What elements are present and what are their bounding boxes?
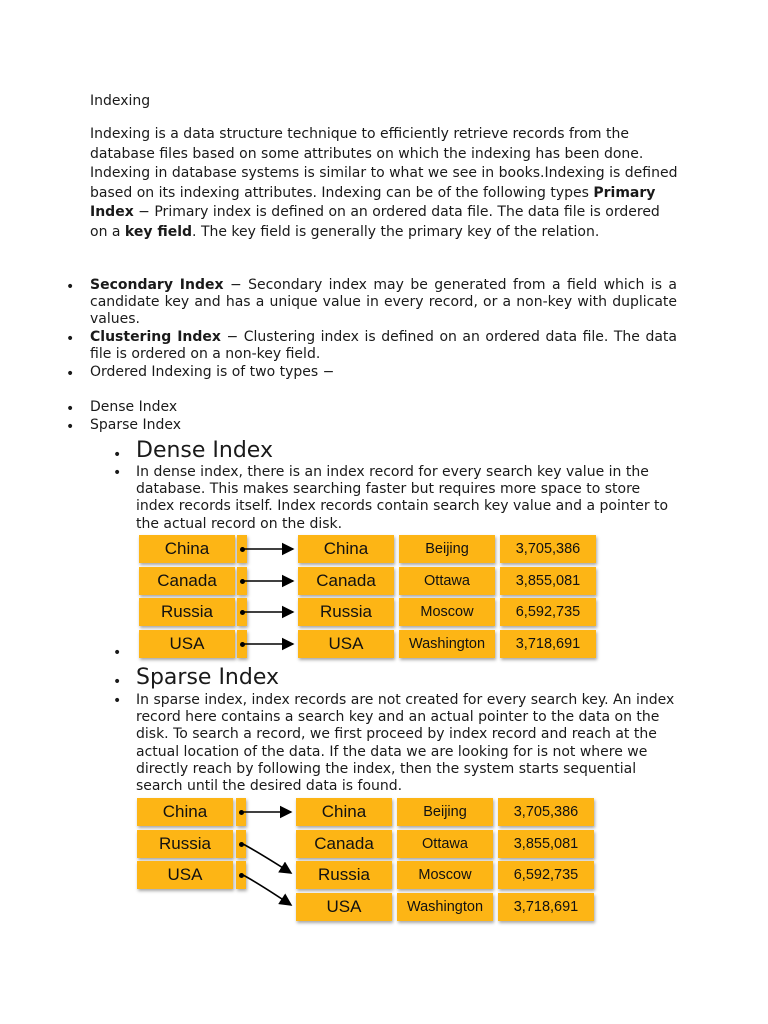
record-key-cell: Canada: [298, 567, 394, 595]
record-key-cell: China: [298, 535, 394, 563]
record-capital-cell: Washington: [397, 893, 493, 921]
bullet-icon: •: [66, 419, 75, 435]
bullet-icon: •: [113, 674, 122, 690]
secondary-index-text: − Secondary index may be generated from a field which is a candidate key and has a unique value in every record, or a non-key with duplicate values.: [90, 277, 677, 328]
bullet-icon: •: [66, 331, 75, 347]
record-population-cell: 3,705,386: [500, 535, 596, 563]
record-capital-cell: Ottawa: [399, 567, 495, 595]
primary-index-term: Primary Index: [90, 184, 656, 221]
record-capital-cell: Washington: [399, 630, 495, 658]
record-key-cell: China: [296, 798, 392, 826]
pointer-arrow: [243, 875, 291, 905]
record-population-cell: 6,592,735: [498, 861, 594, 889]
index-key-cell: Russia: [139, 598, 235, 626]
record-capital-cell: Moscow: [399, 598, 495, 626]
bullet-icon: •: [66, 366, 75, 382]
page-title: Indexing: [90, 93, 151, 109]
key-field-term: key field: [124, 223, 193, 240]
record-key-cell: USA: [296, 893, 392, 921]
record-capital-cell: Ottawa: [397, 830, 493, 858]
secondary-index-term: Secondary Index: [90, 277, 224, 293]
record-population-cell: 3,718,691: [500, 630, 596, 658]
bullet-icon: •: [113, 645, 122, 661]
dense-index-item: Dense Index: [90, 399, 178, 415]
record-population-cell: 6,592,735: [500, 598, 596, 626]
record-key-cell: Russia: [296, 861, 392, 889]
index-key-cell: Canada: [139, 567, 235, 595]
index-key-cell: USA: [139, 630, 235, 658]
bullet-icon: •: [66, 401, 75, 417]
record-capital-cell: Beijing: [399, 535, 495, 563]
dense-index-heading: Dense Index: [136, 438, 273, 463]
primary-index-text-2: . The key field is generally the primary key of the relation.: [192, 223, 600, 240]
primary-index-text-1: − Primary index is defined on an ordered data file. The data file is ordered on a: [90, 204, 660, 240]
record-key-cell: USA: [298, 630, 394, 658]
index-key-cell: China: [139, 535, 235, 563]
record-key-cell: Canada: [296, 830, 392, 858]
ordered-indexing-item: Ordered Indexing is of two types −: [90, 364, 335, 380]
bullet-icon: •: [113, 465, 122, 481]
index-key-cell: China: [137, 798, 233, 826]
clustering-index-term: Clustering Index: [90, 329, 221, 345]
sparse-index-item: Sparse Index: [90, 417, 182, 433]
sparse-index-description: In sparse index, index records are not created for every search key. An index record here contains a search key and an actual pointer to the data on the disk. To search a record, we first proceed by index record and reach at the actual location of the data. If the data we are looking for is not where we directly reach by following the index, then the system starts sequential search until the desired data is found.: [136, 692, 675, 795]
dense-index-description: In dense index, there is an index record for every search key value in the database. This makes searching faster but requires more space to store index records itself. Index records contain search key value and a pointer to the actual record on the disk.: [136, 464, 669, 532]
record-population-cell: 3,705,386: [498, 798, 594, 826]
bullet-icon: •: [66, 279, 75, 295]
bullet-icon: •: [113, 693, 122, 709]
intro-text: Indexing is a data structure technique to efficiently retrieve records from the database files based on some attributes on which the indexing has been done. Indexing in database systems is similar to what we see in books.Indexing is defined based on its indexing attributes. Indexing can be of the following types: [90, 126, 678, 201]
sparse-index-heading: Sparse Index: [136, 665, 280, 690]
index-key-cell: USA: [137, 861, 233, 889]
clustering-index-text: − Clustering index is defined on an ordered data file. The data file is ordered on a non-key field.: [90, 329, 677, 363]
pointer-arrow: [243, 844, 291, 873]
record-population-cell: 3,855,081: [500, 567, 596, 595]
record-key-cell: Russia: [298, 598, 394, 626]
index-key-cell: Russia: [137, 830, 233, 858]
record-population-cell: 3,718,691: [498, 893, 594, 921]
record-capital-cell: Moscow: [397, 861, 493, 889]
bullet-icon: •: [113, 447, 122, 463]
record-population-cell: 3,855,081: [498, 830, 594, 858]
record-capital-cell: Beijing: [397, 798, 493, 826]
